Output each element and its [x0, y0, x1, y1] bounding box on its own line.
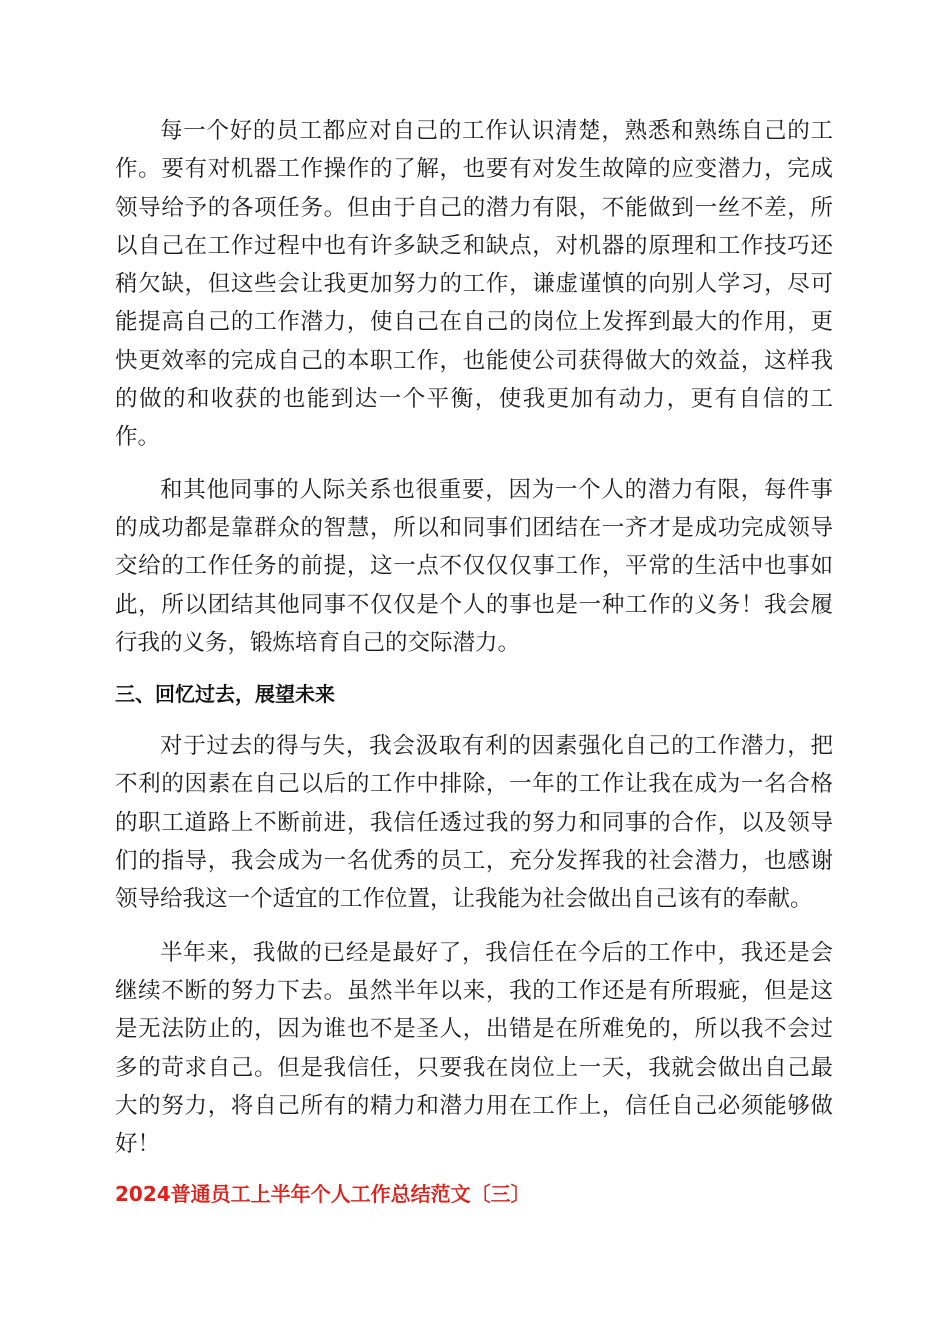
section-heading: 三、回忆过去，展望未来	[115, 682, 335, 707]
paragraph-half-year-summary: 半年来，我做的已经是最好了，我信任在今后的工作中，我还是会继续不断的努力下去。虽然半年以来，我的工作还是有所瑕疵，但是这是无法防止的，因为谁也不是圣人，出错是在所难免的，所以我不会过多的苛求自己。但是我信任，只要我在岗位上一天，我就会做出自己最大的努力，将自己所有的精力和潜力用在工作上，信任自己必须能够做好！	[115, 939, 833, 1158]
paragraph-colleague-relations: 和其他同事的人际关系也很重要，因为一个人的潜力有限，每件事的成功都是靠群众的智慧，所以和同事们团结在一齐才是成功完成领导交给的工作任务的前提，这一点不仅仅仅事工作，平常的生活中也事如此，所以团结其他同事不仅仅是个人的事也是一种工作的义务！我会履行我的义务，锻炼培育自己的交际潜力。	[115, 476, 833, 656]
paragraph-work-knowledge: 每一个好的员工都应对自己的工作认识清楚，熟悉和熟练自己的工作。要有对机器工作操作的了解，也要有对发生故障的应变潜力，完成领导给予的各项任务。但由于自己的潜力有限，不能做到一丝不差，所以自己在工作过程中也有许多缺乏和缺点，对机器的原理和工作技巧还稍欠缺，但这些会让我更加努力的工作，谦虚谨慎的向别人学习，尽可能提高自己的工作潜力，使自己在自己的岗位上发挥到最大的作用，更快更效率的完成自己的本职工作，也能使公司获得做大的效益，这样我的做的和收获的也能到达一个平衡，使我更加有动力，更有自信的工作。	[115, 118, 833, 451]
document-body	[115, 112, 833, 1209]
document-section-title: 2024普通员工上半年个人工作总结范文〔三〕	[115, 1182, 531, 1207]
paragraph-past-gains-losses: 对于过去的得与失，我会汲取有利的因素强化自己的工作潜力，把不利的因素在自己以后的工作中排除，一年的工作让我在成为一名合格的职工道路上不断前进，我信任透过我的努力和同事的合作，以及领导们的指导，我会成为一名优秀的员工，充分发挥我的社会潜力，也感谢领导给我这一个适宜的工作位置，让我能为社会做出自己该有的奉献。	[115, 733, 833, 913]
